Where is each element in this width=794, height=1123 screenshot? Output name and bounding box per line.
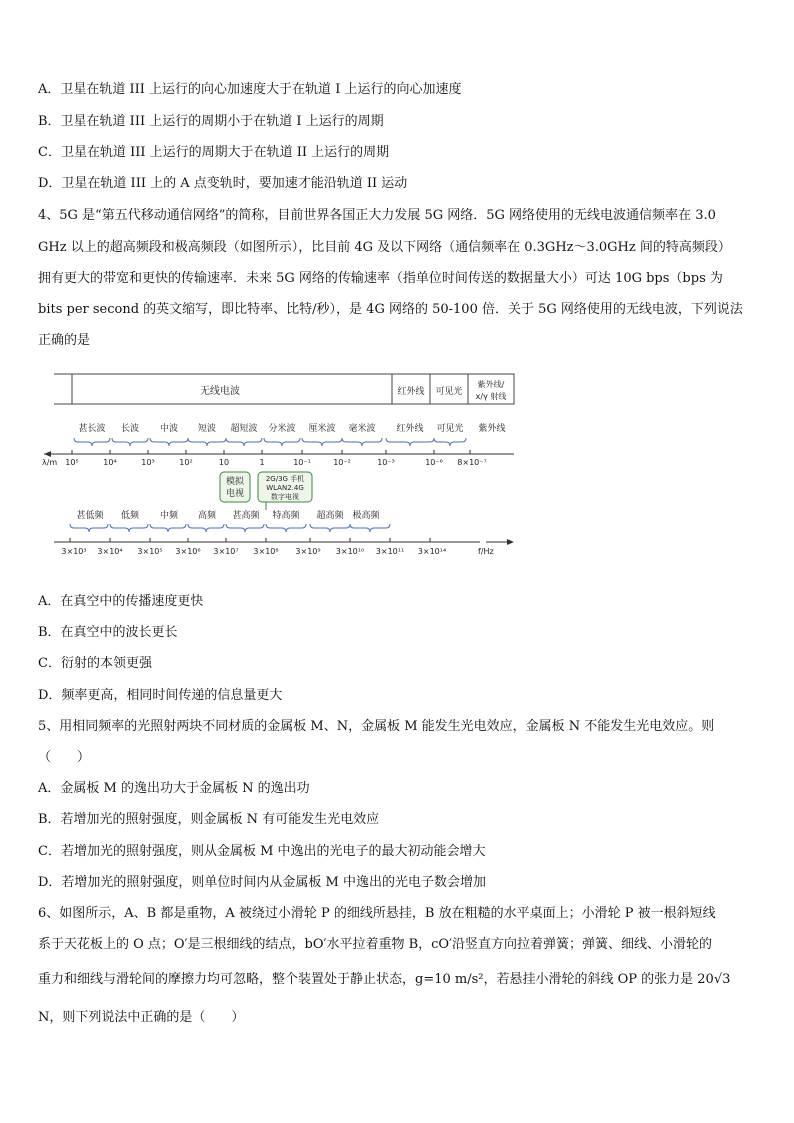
freq-label: 低频 — [120, 511, 140, 521]
freq-tick: 3×10⁵ — [137, 547, 163, 556]
q3-option-d: D．卫星在轨道 III 上的 A 点变轨时，要加速才能沿轨道 II 运动 — [38, 176, 408, 191]
wave-label: 紫外线 — [478, 424, 506, 434]
band-xray: x/γ 射线 — [475, 392, 507, 401]
q4-stem-line-3: 拥有更大的带宽和更快的传输速率．未来 5G 网络的传输速率（指单位时间传送的数据量大小）可达 10G bps（bps 为 — [38, 271, 723, 286]
band-uv: 紫外线/ — [477, 380, 505, 389]
digital-callout-line: 数字电视 — [271, 493, 299, 501]
freq-tick: 3×10⁴ — [97, 547, 123, 556]
wave-label: 中波 — [159, 424, 179, 434]
q4-stem-line-4: bits per second 的英文缩写，即比特率、比特/秒），是 4G 网络的 50-100 倍．关于 5G 网络使用的无线电波，下列说法 — [38, 302, 743, 317]
freq-tick: 3×10⁸ — [253, 547, 279, 556]
freq-label: 高频 — [197, 511, 217, 521]
freq-tick: 3×10⁷ — [213, 547, 239, 556]
q5-option-a: A．金属板 M 的逸出功大于金属板 N 的逸出功 — [38, 781, 310, 796]
q4-option-a: A．在真空中的传播速度更快 — [38, 594, 204, 609]
analog-callout-line: 模拟 — [225, 477, 245, 487]
freq-tick: 3×10¹⁴ — [417, 547, 447, 556]
q3-option-a: A．卫星在轨道 III 上运行的向心加速度大于在轨道 I 上运行的向心加速度 — [38, 82, 462, 97]
freq-label: 特高频 — [272, 511, 300, 521]
freq-label: 超高频 — [316, 511, 344, 521]
lambda-axis-label: λ/m — [42, 458, 58, 467]
band-visible: 可见光 — [435, 387, 463, 397]
band-radio: 无线电波 — [200, 386, 240, 397]
wave-label: 红外线 — [396, 424, 424, 434]
wave-label: 长波 — [120, 424, 140, 434]
freq-tick: 3×10⁹ — [295, 547, 321, 556]
analog-callout-line: 电视 — [225, 489, 245, 499]
lambda-tick: 10 — [218, 458, 230, 467]
freq-tick-labels — [61, 547, 446, 556]
q4-stem-line-5: 正确的是 — [38, 333, 91, 348]
freq-tick: 3×10¹¹ — [375, 547, 405, 556]
q4-option-c: C．衍射的本领更强 — [38, 656, 152, 671]
lambda-tick: 10⁻¹ — [293, 458, 311, 467]
freq-tick: 3×10¹⁰ — [335, 547, 365, 556]
lambda-tick: 10⁴ — [103, 458, 117, 467]
lambda-tick: 10⁻² — [333, 458, 351, 467]
wave-label: 短波 — [197, 424, 217, 434]
q5-option-c: C．若增加光的照射强度，则从金属板 M 中逸出的光电子的最大初动能会增大 — [38, 844, 486, 859]
lambda-tick: 10⁻⁶ — [425, 458, 443, 467]
freq-label: 甚低频 — [76, 511, 104, 521]
lambda-tick-labels — [65, 458, 486, 467]
q6-stem-line-2: 系于天花板上的 O 点；O′是三根细线的结点，bO′水平拉着重物 B，cO′沿竖直方向拉着弹簧；弹簧、细线、小滑轮的 — [38, 937, 713, 952]
q6-stem-line-1: 6、如图所示，A、B 都是重物，A 被绕过小滑轮 P 的细线所悬挂，B 放在粗糙的水平桌面上；小滑轮 P 被一根斜短线 — [38, 906, 716, 921]
band-infrared: 红外线 — [397, 387, 425, 397]
wave-label: 毫米波 — [348, 424, 376, 434]
freq-name-labels — [76, 509, 380, 521]
q4-stem-line-1: 4、5G 是“第五代移动通信网络”的简称，目前世界各国正大力发展 5G 网络．5G 网络使用的无线电波通信频率在 3.0 — [38, 208, 716, 223]
freq-label: 甚高频 — [232, 511, 260, 521]
spectrum-diagram — [40, 368, 520, 563]
freq-label: 极高频 — [352, 511, 380, 521]
freq-tick: 3×10⁶ — [175, 547, 201, 556]
q3-option-c: C．卫星在轨道 III 上运行的周期大于在轨道 II 上运行的周期 — [38, 145, 390, 160]
q4-stem-line-2: GHz 以上的超高频段和极高频段（如图所示），比目前 4G 及以下网络（通信频率在 0.3GHz～3.0GHz 间的特高频段） — [38, 240, 731, 255]
freq-tick: 3×10³ — [61, 547, 87, 556]
q5-option-d: D．若增加光的照射强度，则单位时间内从金属板 M 中逸出的光电子数会增加 — [38, 875, 486, 890]
lambda-tick: 10⁻³ — [377, 458, 395, 467]
digital-callout-line: 2G/3G 手机 — [265, 475, 305, 483]
wave-label: 厘米波 — [308, 424, 336, 434]
lambda-tick: 10³ — [141, 458, 155, 467]
freq-label: 中频 — [159, 511, 179, 521]
q5-stem-line-1: 5、用相同频率的光照射两块不同材质的金属板 M、N，金属板 M 能发生光电效应，金属板 N 不能发生光电效应。则 — [38, 719, 715, 734]
wave-name-labels — [78, 422, 505, 434]
freq-axis-label: f/Hz — [478, 547, 494, 556]
lambda-tick: 1 — [259, 458, 265, 467]
q4-option-d: D．频率更高，相同时间传递的信息量更大 — [38, 688, 283, 703]
wave-label: 超短波 — [230, 424, 258, 434]
wave-label: 分米波 — [268, 424, 296, 434]
wave-label: 可见光 — [436, 424, 464, 434]
wave-label: 甚长波 — [78, 424, 106, 434]
q6-stem-line-3: 重力和细线与滑轮间的摩擦力均可忽略，整个装置处于静止状态，g=10 m/s²，若悬挂小滑轮的斜线 OP 的张力是 20√3 — [38, 972, 731, 987]
q5-option-b: B．若增加光的照射强度，则金属板 N 有可能发生光电效应 — [38, 812, 380, 827]
lambda-tick: 8×10⁻⁷ — [457, 458, 487, 467]
digital-callout-line: WLAN2.4G — [266, 484, 304, 492]
q3-option-b: B．卫星在轨道 III 上运行的周期小于在轨道 I 上运行的周期 — [38, 114, 384, 129]
lambda-tick: 10⁵ — [65, 458, 79, 467]
q6-stem-line-4: N，则下列说法中正确的是（ ） — [38, 1010, 245, 1025]
q5-stem-line-2: （ ） — [38, 750, 91, 765]
q4-option-b: B．在真空中的波长更长 — [38, 625, 178, 640]
lambda-tick: 10² — [179, 458, 193, 467]
